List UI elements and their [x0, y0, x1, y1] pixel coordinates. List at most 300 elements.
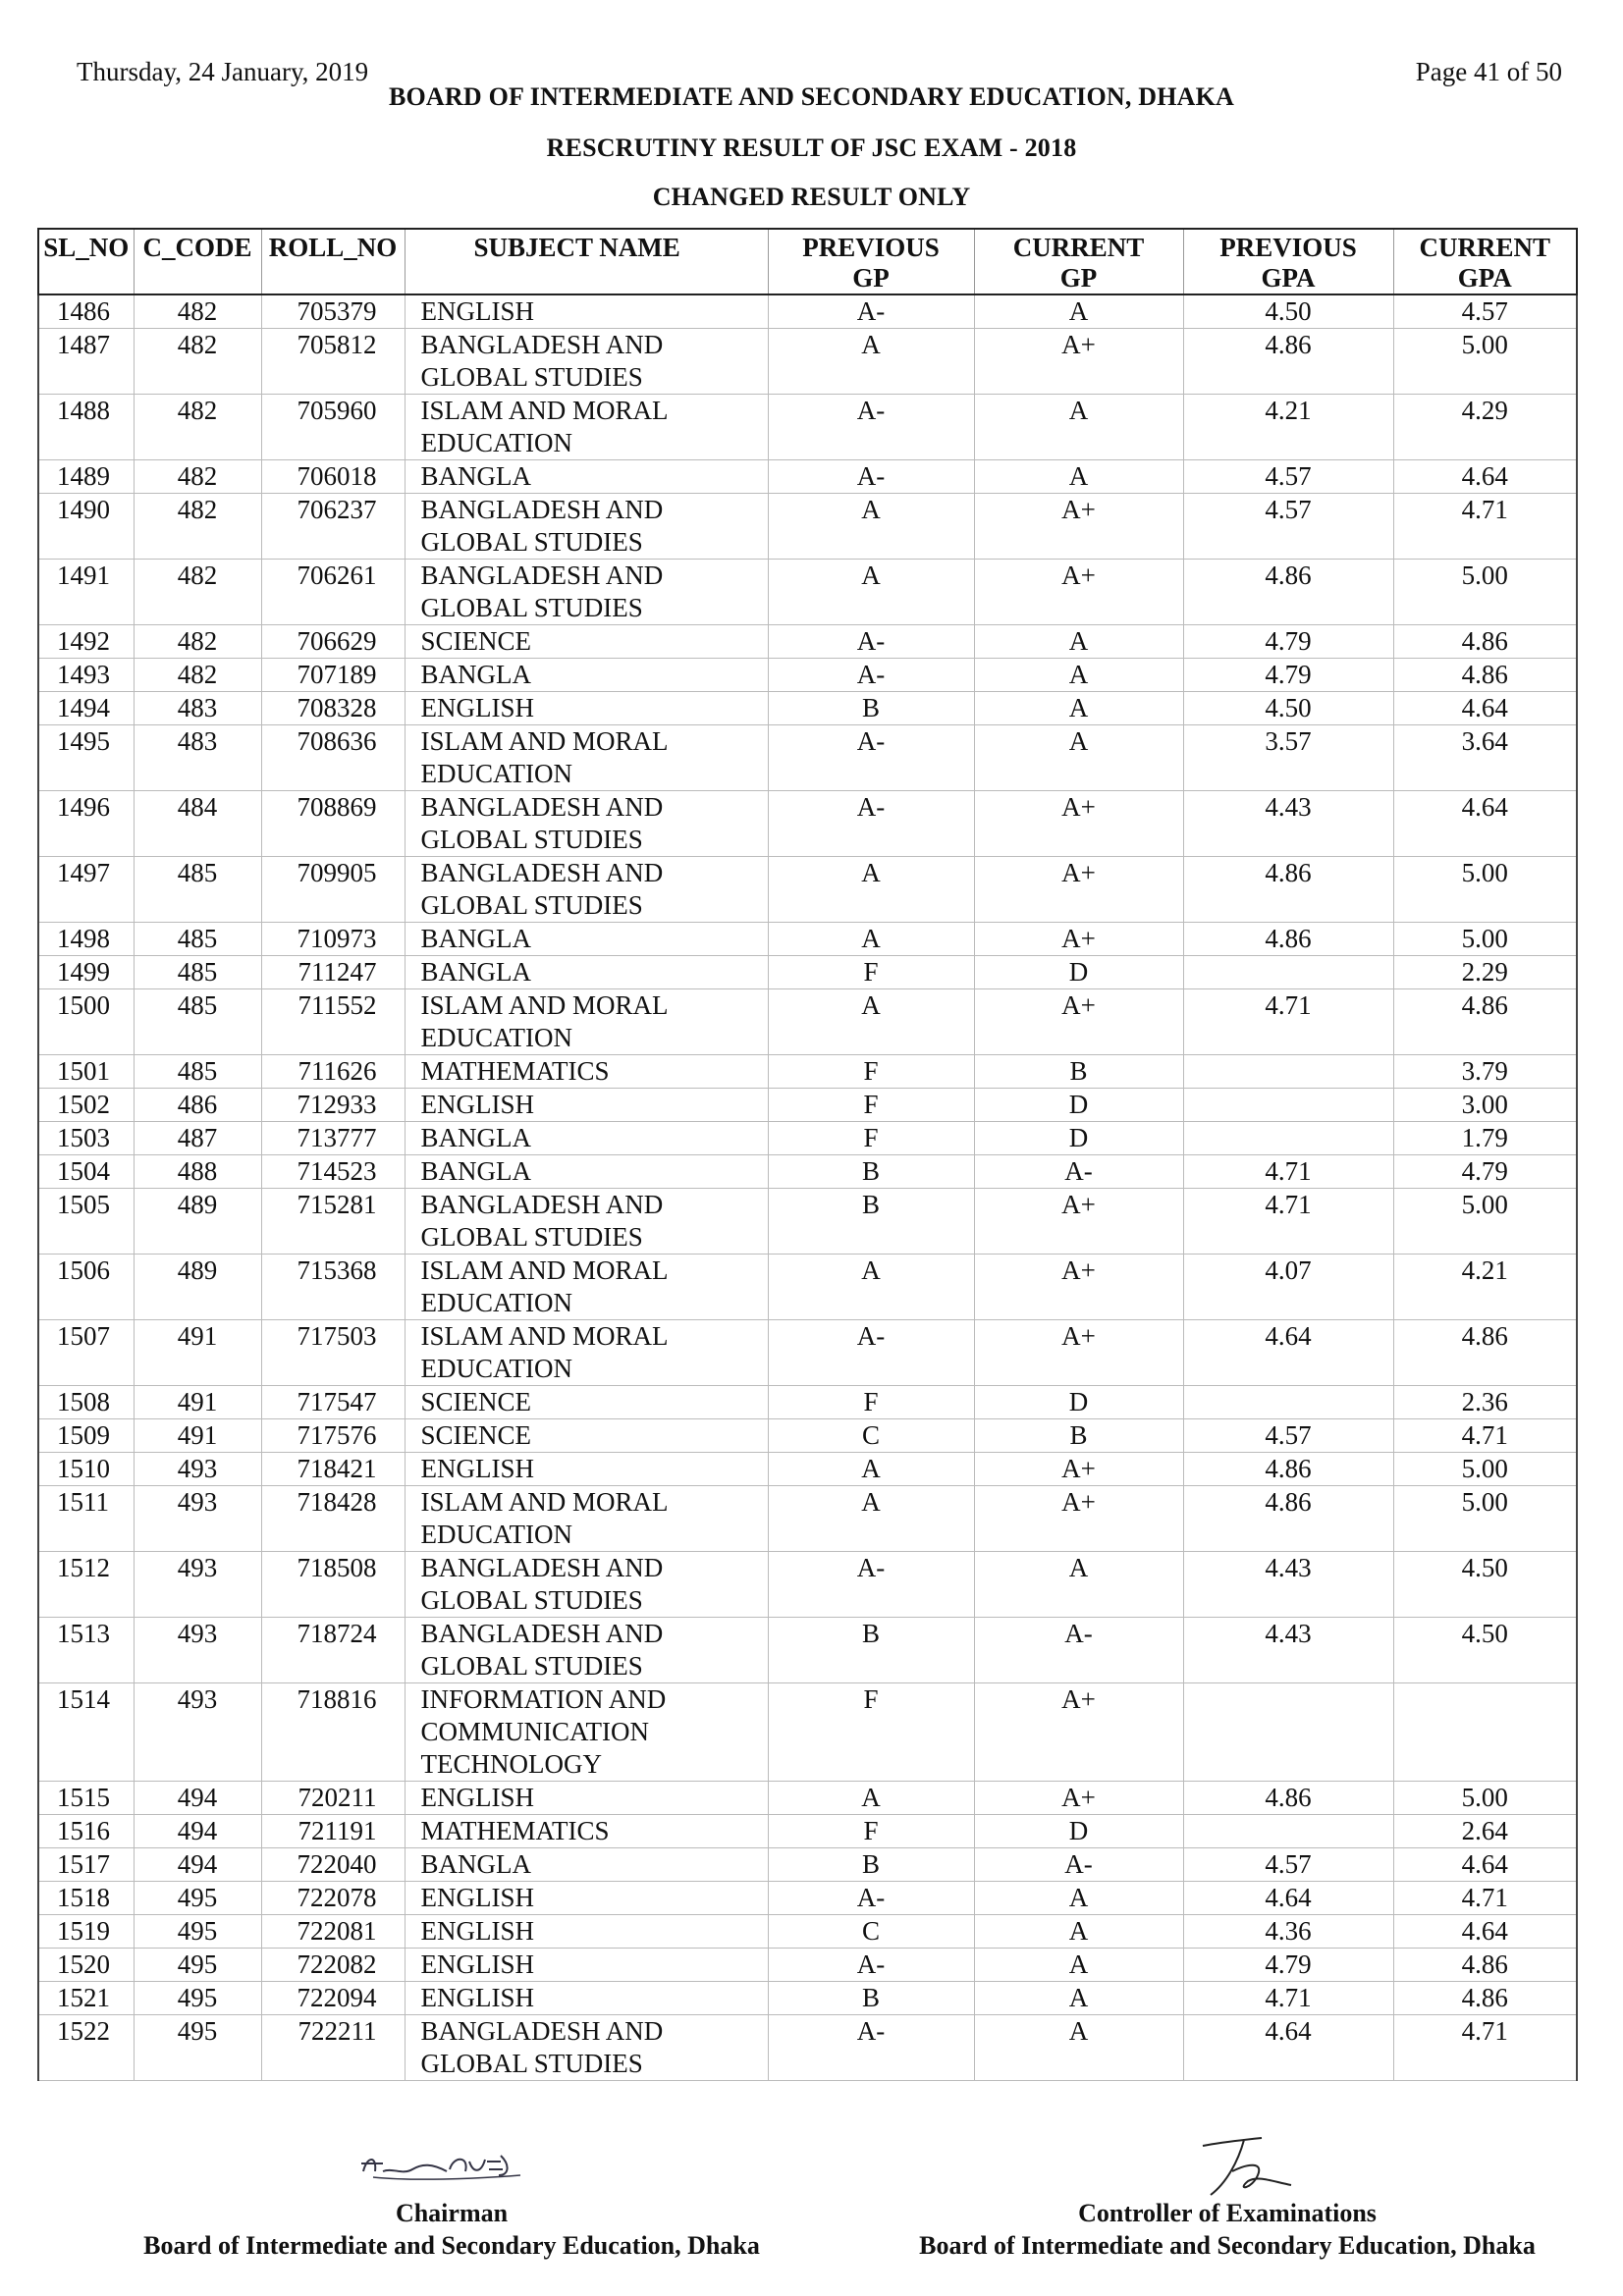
- cell-current-gpa: 4.86: [1393, 1949, 1577, 1982]
- cell-previous-gpa: 4.57: [1183, 1419, 1393, 1453]
- table-row: [38, 1055, 1577, 1089]
- result-scope-title: CHANGED RESULT ONLY: [652, 183, 971, 211]
- subject-line: ENGLISH: [420, 1916, 534, 1946]
- cell-current-gpa: 5.00: [1393, 329, 1577, 395]
- subject-line: EDUCATION: [420, 428, 572, 457]
- cell-sl-no: 1515: [38, 1782, 134, 1815]
- subject-line: ENGLISH: [420, 296, 534, 326]
- cell-previous-gp: F: [768, 1815, 974, 1848]
- cell-current-gpa: 4.86: [1393, 659, 1577, 692]
- cell-subject-name: [405, 1815, 768, 1848]
- cell-subject-name: [405, 791, 768, 857]
- cell-roll-no: 718816: [261, 1683, 405, 1782]
- cell-current-gpa: 2.29: [1393, 956, 1577, 989]
- subject-line: BANGLA: [420, 1849, 531, 1879]
- cell-sl-no: 1521: [38, 1982, 134, 2015]
- cell-previous-gpa: 4.50: [1183, 692, 1393, 725]
- cell-previous-gpa: 4.86: [1183, 1486, 1393, 1552]
- header-line: GPA: [1457, 263, 1512, 293]
- cell-subject-name: [405, 1949, 768, 1982]
- controller-title: Controller of Examinations: [1078, 2199, 1377, 2227]
- board-title: BOARD OF INTERMEDIATE AND SECONDARY EDUCATION, DHAKA: [388, 82, 1235, 111]
- cell-previous-gp: F: [768, 1386, 974, 1419]
- cell-previous-gp: B: [768, 1618, 974, 1683]
- cell-previous-gp: A-: [768, 294, 974, 329]
- cell-current-gp: A: [974, 460, 1183, 494]
- cell-current-gpa: 4.64: [1393, 692, 1577, 725]
- cell-previous-gp: B: [768, 1982, 974, 2015]
- cell-current-gp: A+: [974, 560, 1183, 625]
- cell-current-gp: A: [974, 1949, 1183, 1982]
- page-number: Page 41 of 50: [1415, 57, 1562, 86]
- header-c-code: [134, 229, 261, 294]
- cell-sl-no: 1520: [38, 1949, 134, 1982]
- cell-roll-no: 706237: [261, 494, 405, 560]
- cell-roll-no: 722211: [261, 2015, 405, 2081]
- cell-previous-gpa: 4.86: [1183, 923, 1393, 956]
- cell-subject-name: [405, 329, 768, 395]
- cell-previous-gp: C: [768, 1419, 974, 1453]
- cell-sl-no: 1487: [38, 329, 134, 395]
- subject-line: ISLAM AND MORAL: [420, 1321, 669, 1351]
- subject-line: EDUCATION: [420, 1520, 572, 1549]
- controller-org: Board of Intermediate and Secondary Education, Dhaka: [919, 2231, 1536, 2260]
- cell-previous-gpa: 4.86: [1183, 857, 1393, 923]
- cell-previous-gp: A-: [768, 725, 974, 791]
- cell-previous-gpa: 4.79: [1183, 1949, 1393, 1982]
- cell-previous-gpa: 4.36: [1183, 1915, 1393, 1949]
- cell-current-gp: A: [974, 395, 1183, 460]
- cell-current-gp: B: [974, 1055, 1183, 1089]
- cell-previous-gpa: 4.07: [1183, 1255, 1393, 1320]
- cell-roll-no: 722094: [261, 1982, 405, 2015]
- cell-c-code: 494: [134, 1782, 261, 1815]
- cell-c-code: 495: [134, 1982, 261, 2015]
- table-row: [38, 1320, 1577, 1386]
- print-date: Thursday, 24 January, 2019: [77, 57, 369, 86]
- cell-sl-no: 1522: [38, 2015, 134, 2081]
- cell-c-code: 491: [134, 1419, 261, 1453]
- cell-roll-no: 706629: [261, 625, 405, 659]
- cell-previous-gp: A: [768, 494, 974, 560]
- cell-current-gpa: 4.57: [1393, 294, 1577, 329]
- cell-current-gpa: 3.00: [1393, 1089, 1577, 1122]
- cell-current-gpa: 3.79: [1393, 1055, 1577, 1089]
- cell-roll-no: 718421: [261, 1453, 405, 1486]
- subject-line: ENGLISH: [420, 1090, 534, 1119]
- cell-c-code: 493: [134, 1683, 261, 1782]
- subject-line: BANGLA: [420, 924, 531, 953]
- cell-sl-no: 1495: [38, 725, 134, 791]
- cell-previous-gp: F: [768, 1055, 974, 1089]
- cell-c-code: 487: [134, 1122, 261, 1155]
- header-line: ROLL_NO: [268, 233, 398, 262]
- subject-line: GLOBAL STUDIES: [420, 362, 643, 392]
- table-row: [38, 625, 1577, 659]
- table-row: [38, 1552, 1577, 1618]
- cell-previous-gp: A-: [768, 791, 974, 857]
- cell-current-gpa: 2.64: [1393, 1815, 1577, 1848]
- cell-previous-gpa: 4.43: [1183, 791, 1393, 857]
- cell-sl-no: 1518: [38, 1882, 134, 1915]
- header-line: SUBJECT NAME: [473, 233, 680, 262]
- cell-current-gp: A: [974, 659, 1183, 692]
- results-table: [37, 228, 1578, 2081]
- cell-sl-no: 1488: [38, 395, 134, 460]
- subject-line: BANGLADESH AND: [420, 792, 664, 822]
- cell-roll-no: 705379: [261, 294, 405, 329]
- cell-current-gpa: 4.86: [1393, 1982, 1577, 2015]
- cell-sl-no: 1494: [38, 692, 134, 725]
- cell-previous-gpa: 4.64: [1183, 1320, 1393, 1386]
- cell-previous-gpa: 4.50: [1183, 294, 1393, 329]
- subject-line: ISLAM AND MORAL: [420, 396, 669, 425]
- cell-roll-no: 707189: [261, 659, 405, 692]
- cell-roll-no: 705812: [261, 329, 405, 395]
- cell-current-gpa: 4.71: [1393, 2015, 1577, 2081]
- cell-c-code: 482: [134, 494, 261, 560]
- header-line: GP: [1059, 263, 1098, 293]
- cell-current-gpa: 4.71: [1393, 1882, 1577, 1915]
- cell-sl-no: 1492: [38, 625, 134, 659]
- cell-previous-gpa: 4.57: [1183, 1848, 1393, 1882]
- cell-c-code: 485: [134, 923, 261, 956]
- subject-line: BANGLA: [420, 461, 531, 491]
- table-row: [38, 294, 1577, 329]
- cell-previous-gp: F: [768, 956, 974, 989]
- subject-line: GLOBAL STUDIES: [420, 593, 643, 622]
- cell-roll-no: 715368: [261, 1255, 405, 1320]
- cell-subject-name: [405, 725, 768, 791]
- table-row: [38, 1189, 1577, 1255]
- subject-line: ENGLISH: [420, 1454, 534, 1483]
- cell-sl-no: 1507: [38, 1320, 134, 1386]
- cell-current-gpa: 5.00: [1393, 857, 1577, 923]
- cell-roll-no: 706018: [261, 460, 405, 494]
- cell-current-gpa: 4.50: [1393, 1618, 1577, 1683]
- cell-sl-no: 1517: [38, 1848, 134, 1882]
- cell-previous-gpa: [1183, 1122, 1393, 1155]
- cell-current-gpa: 4.86: [1393, 989, 1577, 1055]
- header-line: CURRENT: [1419, 233, 1550, 262]
- cell-subject-name: [405, 625, 768, 659]
- cell-current-gp: A-: [974, 1618, 1183, 1683]
- cell-current-gp: A: [974, 2015, 1183, 2081]
- cell-roll-no: 711626: [261, 1055, 405, 1089]
- cell-roll-no: 720211: [261, 1782, 405, 1815]
- cell-previous-gp: A-: [768, 1882, 974, 1915]
- table-row: [38, 1419, 1577, 1453]
- cell-roll-no: 709905: [261, 857, 405, 923]
- cell-roll-no: 715281: [261, 1189, 405, 1255]
- cell-previous-gpa: [1183, 956, 1393, 989]
- subject-line: INFORMATION AND: [420, 1684, 667, 1714]
- cell-roll-no: 717547: [261, 1386, 405, 1419]
- cell-c-code: 482: [134, 294, 261, 329]
- subject-line: GLOBAL STUDIES: [420, 1222, 643, 1252]
- cell-subject-name: [405, 1419, 768, 1453]
- cell-subject-name: [405, 460, 768, 494]
- cell-roll-no: 711552: [261, 989, 405, 1055]
- cell-c-code: 493: [134, 1552, 261, 1618]
- cell-subject-name: [405, 560, 768, 625]
- cell-previous-gp: C: [768, 1915, 974, 1949]
- cell-current-gpa: 5.00: [1393, 1189, 1577, 1255]
- table-row: [38, 1122, 1577, 1155]
- cell-previous-gp: A: [768, 857, 974, 923]
- cell-subject-name: [405, 294, 768, 329]
- cell-previous-gp: B: [768, 1189, 974, 1255]
- table-row: [38, 659, 1577, 692]
- cell-current-gp: A+: [974, 494, 1183, 560]
- cell-c-code: 483: [134, 725, 261, 791]
- subject-line: EDUCATION: [420, 1023, 572, 1052]
- cell-current-gp: A+: [974, 989, 1183, 1055]
- subject-line: GLOBAL STUDIES: [420, 2049, 643, 2078]
- cell-sl-no: 1508: [38, 1386, 134, 1419]
- table-row: [38, 1848, 1577, 1882]
- header-current-gp: [974, 229, 1183, 294]
- subject-line: MATHEMATICS: [420, 1816, 610, 1845]
- cell-previous-gp: A: [768, 1486, 974, 1552]
- cell-roll-no: 718508: [261, 1552, 405, 1618]
- table-row: [38, 1982, 1577, 2015]
- subject-line: BANGLA: [420, 660, 531, 689]
- cell-current-gp: A: [974, 725, 1183, 791]
- cell-subject-name: [405, 1486, 768, 1552]
- header-line: PREVIOUS: [802, 233, 940, 262]
- cell-c-code: 484: [134, 791, 261, 857]
- subject-line: BANGLADESH AND: [420, 858, 664, 887]
- header-previous-gp: [768, 229, 974, 294]
- cell-sl-no: 1490: [38, 494, 134, 560]
- cell-current-gp: A+: [974, 857, 1183, 923]
- cell-previous-gpa: 4.79: [1183, 659, 1393, 692]
- cell-subject-name: [405, 923, 768, 956]
- chairman-signature: [353, 2142, 550, 2191]
- cell-sl-no: 1493: [38, 659, 134, 692]
- cell-current-gp: A: [974, 692, 1183, 725]
- cell-previous-gp: F: [768, 1683, 974, 1782]
- cell-current-gp: D: [974, 1815, 1183, 1848]
- header-sl-no: [38, 229, 134, 294]
- cell-previous-gp: A-: [768, 395, 974, 460]
- cell-previous-gp: A-: [768, 1320, 974, 1386]
- cell-subject-name: [405, 1255, 768, 1320]
- cell-current-gpa: [1393, 1683, 1577, 1782]
- cell-previous-gp: B: [768, 1848, 974, 1882]
- cell-current-gp: A: [974, 1552, 1183, 1618]
- cell-current-gp: D: [974, 1089, 1183, 1122]
- cell-current-gpa: 4.21: [1393, 1255, 1577, 1320]
- cell-roll-no: 710973: [261, 923, 405, 956]
- cell-previous-gpa: 4.43: [1183, 1552, 1393, 1618]
- cell-current-gp: A+: [974, 1683, 1183, 1782]
- cell-roll-no: 717576: [261, 1419, 405, 1453]
- cell-previous-gp: A: [768, 1453, 974, 1486]
- subject-line: ENGLISH: [420, 1949, 534, 1979]
- cell-subject-name: [405, 494, 768, 560]
- table-row: [38, 329, 1577, 395]
- table-body: [38, 294, 1577, 2081]
- cell-c-code: 485: [134, 1055, 261, 1089]
- cell-subject-name: [405, 1155, 768, 1189]
- cell-sl-no: 1516: [38, 1815, 134, 1848]
- subject-line: ENGLISH: [420, 1883, 534, 1912]
- cell-previous-gp: A-: [768, 460, 974, 494]
- cell-previous-gpa: 4.57: [1183, 460, 1393, 494]
- cell-roll-no: 722040: [261, 1848, 405, 1882]
- subject-line: GLOBAL STUDIES: [420, 1651, 643, 1681]
- cell-current-gpa: 4.64: [1393, 1848, 1577, 1882]
- subject-line: EDUCATION: [420, 1354, 572, 1383]
- cell-previous-gpa: 4.71: [1183, 1189, 1393, 1255]
- cell-current-gp: D: [974, 1122, 1183, 1155]
- cell-roll-no: 708869: [261, 791, 405, 857]
- cell-c-code: 494: [134, 1815, 261, 1848]
- cell-current-gp: A: [974, 294, 1183, 329]
- cell-sl-no: 1505: [38, 1189, 134, 1255]
- cell-subject-name: [405, 1683, 768, 1782]
- cell-current-gp: A+: [974, 329, 1183, 395]
- cell-previous-gp: F: [768, 1122, 974, 1155]
- cell-current-gp: D: [974, 956, 1183, 989]
- cell-previous-gp: A-: [768, 1949, 974, 1982]
- cell-previous-gpa: 4.21: [1183, 395, 1393, 460]
- cell-roll-no: 721191: [261, 1815, 405, 1848]
- table-row: [38, 1155, 1577, 1189]
- cell-roll-no: 722081: [261, 1915, 405, 1949]
- table-row: [38, 725, 1577, 791]
- cell-previous-gpa: 4.79: [1183, 625, 1393, 659]
- table-row: [38, 791, 1577, 857]
- chairman-title: Chairman: [395, 2199, 509, 2227]
- subject-line: EDUCATION: [420, 1288, 572, 1317]
- cell-c-code: 482: [134, 460, 261, 494]
- cell-previous-gp: A-: [768, 659, 974, 692]
- cell-subject-name: [405, 956, 768, 989]
- table-row: [38, 1453, 1577, 1486]
- cell-current-gp: A: [974, 625, 1183, 659]
- table-row: [38, 494, 1577, 560]
- cell-current-gpa: 5.00: [1393, 1486, 1577, 1552]
- table-row: [38, 857, 1577, 923]
- cell-subject-name: [405, 1386, 768, 1419]
- cell-sl-no: 1519: [38, 1915, 134, 1949]
- cell-subject-name: [405, 857, 768, 923]
- cell-current-gpa: 4.71: [1393, 494, 1577, 560]
- cell-sl-no: 1510: [38, 1453, 134, 1486]
- header-roll-no: [261, 229, 405, 294]
- table-row: [38, 956, 1577, 989]
- cell-sl-no: 1504: [38, 1155, 134, 1189]
- cell-current-gpa: 2.36: [1393, 1386, 1577, 1419]
- cell-previous-gp: A: [768, 1255, 974, 1320]
- cell-sl-no: 1511: [38, 1486, 134, 1552]
- cell-previous-gp: A-: [768, 625, 974, 659]
- cell-c-code: 483: [134, 692, 261, 725]
- cell-sl-no: 1499: [38, 956, 134, 989]
- subject-line: ENGLISH: [420, 1983, 534, 2012]
- cell-current-gpa: 4.64: [1393, 460, 1577, 494]
- cell-previous-gpa: 4.71: [1183, 989, 1393, 1055]
- cell-previous-gpa: 4.71: [1183, 1155, 1393, 1189]
- cell-current-gp: A+: [974, 923, 1183, 956]
- cell-previous-gp: A: [768, 329, 974, 395]
- cell-current-gpa: 4.64: [1393, 791, 1577, 857]
- cell-subject-name: [405, 692, 768, 725]
- cell-subject-name: [405, 1189, 768, 1255]
- cell-c-code: 482: [134, 395, 261, 460]
- cell-previous-gp: A-: [768, 2015, 974, 2081]
- header-line: SL_NO: [43, 233, 130, 262]
- cell-c-code: 494: [134, 1848, 261, 1882]
- subject-line: TECHNOLOGY: [420, 1749, 602, 1779]
- cell-sl-no: 1498: [38, 923, 134, 956]
- cell-c-code: 488: [134, 1155, 261, 1189]
- cell-current-gp: A-: [974, 1848, 1183, 1882]
- cell-roll-no: 711247: [261, 956, 405, 989]
- cell-c-code: 482: [134, 560, 261, 625]
- subject-line: BANGLADESH AND: [420, 2016, 664, 2046]
- cell-subject-name: [405, 1552, 768, 1618]
- cell-roll-no: 708328: [261, 692, 405, 725]
- cell-current-gp: D: [974, 1386, 1183, 1419]
- cell-current-gpa: 4.50: [1393, 1552, 1577, 1618]
- cell-previous-gp: B: [768, 1155, 974, 1189]
- subject-line: BANGLADESH AND: [420, 1553, 664, 1582]
- cell-current-gp: A+: [974, 1453, 1183, 1486]
- cell-c-code: 485: [134, 956, 261, 989]
- header-line: C_CODE: [142, 233, 252, 262]
- cell-subject-name: [405, 1982, 768, 2015]
- cell-current-gpa: 4.64: [1393, 1915, 1577, 1949]
- subject-line: GLOBAL STUDIES: [420, 890, 643, 920]
- subject-line: ENGLISH: [420, 693, 534, 722]
- cell-previous-gpa: [1183, 1683, 1393, 1782]
- cell-sl-no: 1506: [38, 1255, 134, 1320]
- cell-current-gp: A+: [974, 1189, 1183, 1255]
- cell-c-code: 485: [134, 989, 261, 1055]
- cell-previous-gpa: 4.86: [1183, 1782, 1393, 1815]
- table-row: [38, 1882, 1577, 1915]
- cell-current-gp: A+: [974, 1782, 1183, 1815]
- header-line: GPA: [1261, 263, 1316, 293]
- cell-roll-no: 717503: [261, 1320, 405, 1386]
- table-row: [38, 1782, 1577, 1815]
- cell-current-gp: A: [974, 1982, 1183, 2015]
- cell-current-gpa: 4.86: [1393, 625, 1577, 659]
- cell-current-gpa: 3.64: [1393, 725, 1577, 791]
- cell-c-code: 491: [134, 1386, 261, 1419]
- table-row: [38, 1949, 1577, 1982]
- cell-previous-gp: A: [768, 923, 974, 956]
- subject-line: ENGLISH: [420, 1783, 534, 1812]
- header-current-gpa: [1393, 229, 1577, 294]
- subject-line: COMMUNICATION: [420, 1717, 650, 1746]
- cell-previous-gpa: [1183, 1386, 1393, 1419]
- cell-sl-no: 1500: [38, 989, 134, 1055]
- cell-previous-gpa: [1183, 1055, 1393, 1089]
- cell-previous-gp: A: [768, 560, 974, 625]
- subject-line: ISLAM AND MORAL: [420, 1487, 669, 1517]
- cell-previous-gp: A-: [768, 1552, 974, 1618]
- chairman-block: [59, 2197, 844, 2262]
- cell-subject-name: [405, 1618, 768, 1683]
- cell-current-gpa: 4.29: [1393, 395, 1577, 460]
- cell-roll-no: 713777: [261, 1122, 405, 1155]
- subject-line: ISLAM AND MORAL: [420, 1255, 669, 1285]
